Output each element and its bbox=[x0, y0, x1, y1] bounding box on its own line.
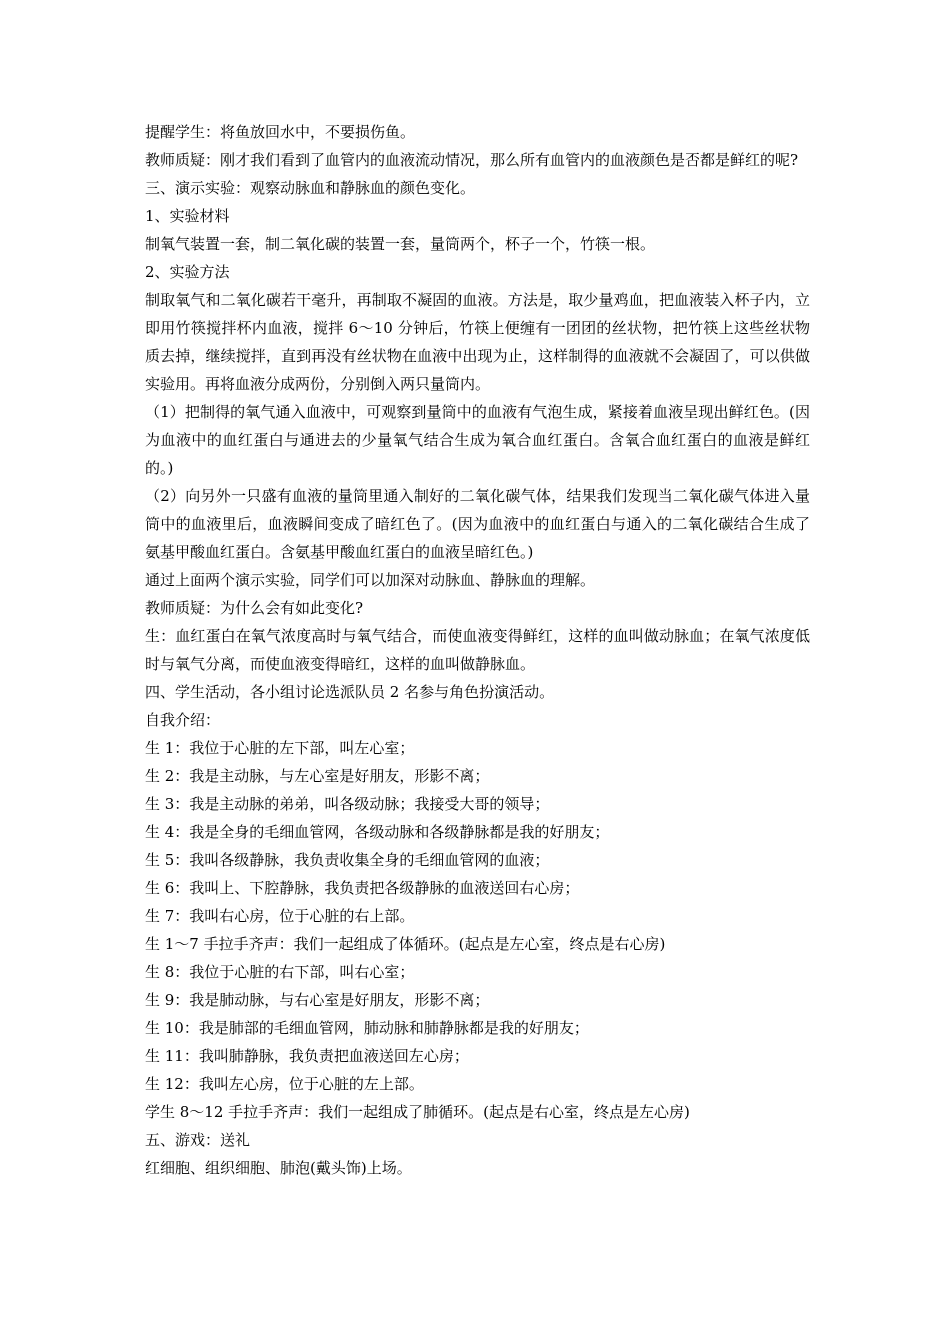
document-body bbox=[145, 118, 810, 1182]
paragraph-teacher-question-1: 教师质疑：刚才我们看到了血管内的血液流动情况，那么所有血管内的血液颜色是否都是鲜红的呢? bbox=[145, 151, 799, 169]
list-item-student-2: 生 2：我是主动脉，与左心室是好朋友，形影不离； bbox=[145, 767, 490, 785]
section-heading-demo: 三、演示实验：观察动脉血和静脉血的颜色变化。 bbox=[145, 179, 476, 197]
list-item-student-12: 生 12：我叫左心房，位于心脏的左上部。 bbox=[145, 1075, 424, 1093]
paragraph-student-answer: 生：血红蛋白在氧气浓度高时与氧气结合，而使血液变得鲜红，这样的血叫做动脉血；在氧气浓度低时与氧气分离，而使血液变得暗红，这样的血叫做静脉血。 bbox=[145, 627, 810, 673]
list-item-student-4: 生 4：我是全身的毛细血管网，各级动脉和各级静脉都是我的好朋友； bbox=[145, 823, 610, 841]
paragraph-game-intro: 红细胞、组织细胞、肺泡(戴头饰)上场。 bbox=[145, 1159, 412, 1177]
paragraph-step-2: （2）向另外一只盛有血液的量筒里通入制好的二氧化碳气体，结果我们发现当二氧化碳气体进入量筒中的血液里后，血液瞬间变成了暗红色了。(因为血液中的血红蛋白与通入的二氧化碳结合生成了氨基甲酸血红蛋白。含氨基甲酸血红蛋白的血液呈暗红色。) bbox=[145, 487, 810, 561]
section-heading-activity: 四、学生活动，各小组讨论选派队员 2 名参与角色扮演活动。 bbox=[145, 683, 555, 701]
subheading-self-intro: 自我介绍： bbox=[145, 711, 221, 729]
list-item-pulmonary-circulation: 学生 8～12 手拉手齐声：我们一起组成了肺循环。(起点是右心室，终点是左心房) bbox=[145, 1103, 690, 1121]
list-item-student-6: 生 6：我叫上、下腔静脉，我负责把各级静脉的血液送回右心房； bbox=[145, 879, 580, 897]
paragraph-step-1: （1）把制得的氧气通入血液中，可观察到量筒中的血液有气泡生成，紧接着血液呈现出鲜红色。(因为血液中的血红蛋白与通进去的少量氧气结合生成为氧合血红蛋白。含氧合血红蛋白的血液是鲜红的。) bbox=[145, 403, 810, 477]
paragraph-materials: 制氧气装置一套，制二氧化碳的装置一套，量筒两个，杯子一个，竹筷一根。 bbox=[145, 235, 656, 253]
list-item-student-3: 生 3：我是主动脉的弟弟，叫各级动脉；我接受大哥的领导； bbox=[145, 795, 550, 813]
list-item-student-9: 生 9：我是肺动脉，与右心室是好朋友，形影不离； bbox=[145, 991, 490, 1009]
list-item-student-1: 生 1：我位于心脏的左下部，叫左心室； bbox=[145, 739, 415, 757]
paragraph-reminder: 提醒学生：将鱼放回水中，不要损伤鱼。 bbox=[145, 123, 416, 141]
subheading-method: 2、实验方法 bbox=[145, 263, 230, 281]
list-item-systemic-circulation: 生 1～7 手拉手齐声：我们一起组成了体循环。(起点是左心室，终点是右心房) bbox=[145, 935, 666, 953]
paragraph-method: 制取氧气和二氧化碳若干毫升，再制取不凝固的血液。方法是，取少量鸡血，把血液装入杯子内，立即用竹筷搅拌杯内血液，搅拌 6～10 分钟后，竹筷上便缠有一团团的丝状物，把竹筷上这些丝状物质去掉，继续搅拌，直到再没有丝状物在血液中出现为止，这样制得的血液就不会凝固了，可以供做实验用。再将血液分成两份，分别倒入两只量筒内。 bbox=[145, 291, 810, 393]
list-item-student-10: 生 10：我是肺部的毛细血管网，肺动脉和肺静脉都是我的好朋友； bbox=[145, 1019, 589, 1037]
paragraph-summary: 通过上面两个演示实验，同学们可以加深对动脉血、静脉血的理解。 bbox=[145, 571, 596, 589]
paragraph-teacher-question-2: 教师质疑：为什么会有如此变化? bbox=[145, 599, 364, 617]
list-item-student-8: 生 8：我位于心脏的右下部，叫右心室； bbox=[145, 963, 415, 981]
list-item-student-7: 生 7：我叫右心房，位于心脏的右上部。 bbox=[145, 907, 415, 925]
section-heading-game: 五、游戏：送礼 bbox=[145, 1131, 251, 1149]
subheading-materials: 1、实验材料 bbox=[145, 207, 230, 225]
list-item-student-11: 生 11：我叫肺静脉，我负责把血液送回左心房； bbox=[145, 1047, 469, 1065]
list-item-student-5: 生 5：我叫各级静脉，我负责收集全身的毛细血管网的血液； bbox=[145, 851, 550, 869]
